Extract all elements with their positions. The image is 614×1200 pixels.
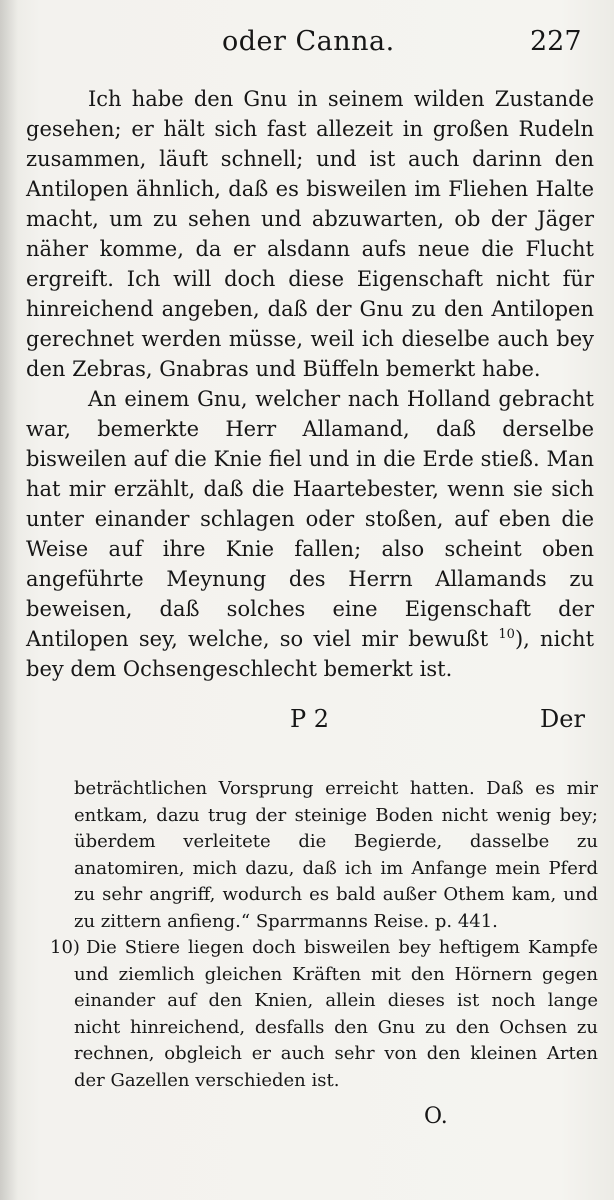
paragraph-2-text: An einem Gnu, welcher nach Holland gebracht war, bemerkte Herr Allamand, daß derselbe bisweilen auf die Knie fiel und in die Erde stieß. Man hat mir erzählt, daß die Haartebester, wenn sie sich unter einander schlagen oder stoßen, auf eben die Weise auf ihre Knie fallen; also scheint oben angeführte Meynung des Herrn Allamands zu beweisen, daß solches eine Eigenschaft der Antilopen sey, welche, so viel mir bewußt (26, 387, 594, 651)
page-number: 227 (530, 26, 582, 57)
main-text (26, 84, 594, 684)
footnote-10 (50, 935, 598, 1094)
footnotes (50, 776, 598, 1094)
printer-signature: P 2 (290, 705, 330, 733)
footnote-continuation: beträchtlichen Vorsprung erreicht hatten. Daß es mir entkam, dazu trug der steinige Boden nicht wenig bey; überdem verleitete die Begierde, dasselbe zu anatomiren, mich dazu, daß ich im Anfange mein Pferd zu sehr angriff, wodurch es bald außer Othem kam, und zu zittern anfieng.“ Sparrmanns Reise. p. 441. (74, 778, 598, 932)
signature-line (0, 705, 614, 739)
bottom-signature: O. (424, 1104, 448, 1129)
paragraph-2-end: ), nicht bey dem Ochsengeschlecht bemerkt ist. (26, 627, 595, 681)
page-header (0, 22, 614, 62)
spine-shadow (0, 0, 18, 1200)
catchword: Der (540, 705, 585, 733)
footnote-10-text: Die Stiere liegen doch bisweilen bey heftigem Kampfe und ziemlich gleichen Kräften mit den Hörnern gegen einander auf den Knien, allein dieses ist noch lange nicht hinreichend, desfalls den Gnu zu den Ochsen zu rechnen, obgleich er auch sehr von den kleinen Arten der Gazellen verschieden ist. (74, 937, 598, 1091)
footnote-reference: 10 (498, 627, 515, 642)
running-head: oder Canna. (222, 26, 395, 57)
paragraph-2 (26, 384, 594, 684)
footnote-10-mark: 10) (50, 937, 80, 958)
paragraph-1: Ich habe den Gnu in seinem wilden Zustande gesehen; er hält sich fast allezeit in großen Rudeln zusammen, läuft schnell; und ist auch darinn den Antilopen ähnlich, daß es bisweilen im Fliehen Halte macht, um zu sehen und abzuwarten, ob der Jäger näher komme, da er alsdann aufs neue die Flucht ergreift. Ich will doch diese Eigenschaft nicht für hinreichend angeben, daß der Gnu zu den Antilopen gerechnet werden müsse, weil ich dieselbe auch bey den Zebras, Gnabras und Büffeln bemerkt habe. (26, 87, 594, 381)
